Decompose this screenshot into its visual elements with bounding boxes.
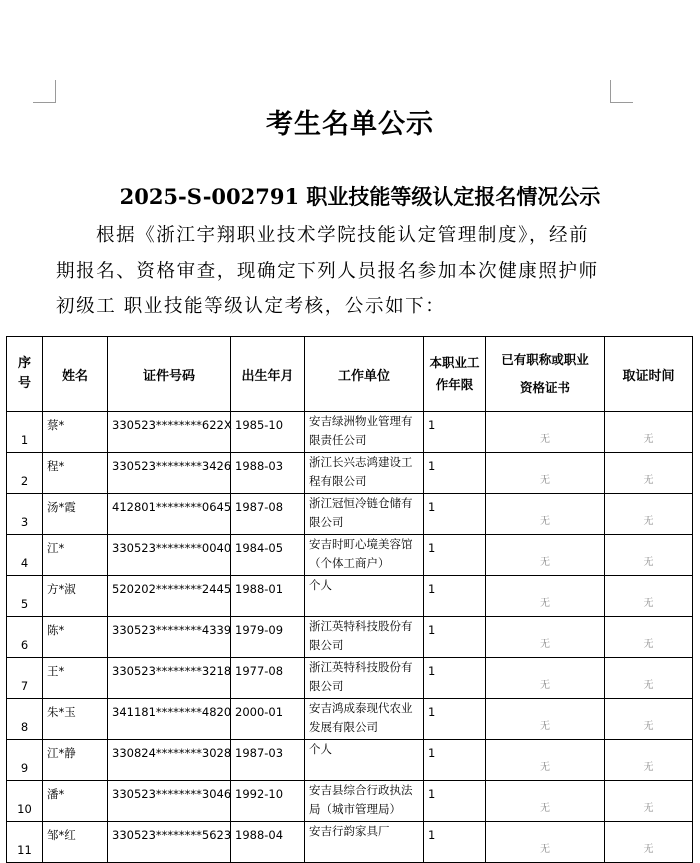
row-work-unit: 安吉鸿成泰现代农业发展有限公司 (305, 699, 424, 740)
row-work-unit: 浙江英特科技股份有限公司 (305, 658, 424, 699)
row-certificate: 无 (486, 494, 605, 535)
row-certificate: 无 (486, 781, 605, 822)
row-birth-date: 1977-08 (231, 658, 305, 699)
row-work-unit: 浙江英特科技股份有限公司 (305, 617, 424, 658)
row-id-number: 412801********0645 (108, 494, 231, 535)
paragraph-line-2: 期报名、资格审查，现确定下列人员报名参加本次健康照护师 (56, 260, 599, 282)
row-id-number: 330523********0040 (108, 535, 231, 576)
notice-paragraph (56, 218, 626, 325)
margin-corner-mark-left (33, 80, 56, 103)
table-row (7, 617, 693, 658)
row-index: 7 (7, 658, 43, 699)
row-name: 王* (43, 658, 108, 699)
row-work-years: 1 (424, 494, 486, 535)
row-work-years: 1 (424, 412, 486, 453)
row-work-years: 1 (424, 453, 486, 494)
row-index: 2 (7, 453, 43, 494)
row-cert-date: 无 (605, 453, 693, 494)
row-birth-date: 2000-01 (231, 699, 305, 740)
row-work-years: 1 (424, 576, 486, 617)
row-cert-date: 无 (605, 781, 693, 822)
table-row (7, 535, 693, 576)
header-unit: 工作单位 (305, 337, 424, 412)
row-work-years: 1 (424, 822, 486, 863)
row-certificate: 无 (486, 822, 605, 863)
row-work-unit: 个人 (305, 740, 424, 781)
row-id-number: 330824********3028 (108, 740, 231, 781)
row-cert-date: 无 (605, 617, 693, 658)
row-birth-date: 1985-10 (231, 412, 305, 453)
header-cert: 已有职称或职业资格证书 (486, 337, 605, 412)
row-id-number: 330523********3046 (108, 781, 231, 822)
row-work-unit: 安吉绿洲物业管理有限责任公司 (305, 412, 424, 453)
table-row (7, 699, 693, 740)
row-certificate: 无 (486, 535, 605, 576)
row-index: 10 (7, 781, 43, 822)
row-work-unit: 浙江长兴志鸿建设工程有限公司 (305, 453, 424, 494)
row-birth-date: 1988-01 (231, 576, 305, 617)
row-name: 程* (43, 453, 108, 494)
table-row (7, 453, 693, 494)
row-index: 4 (7, 535, 43, 576)
page-title: 考生名单公示 (266, 109, 434, 140)
row-work-years: 1 (424, 781, 486, 822)
table-row (7, 781, 693, 822)
row-work-years: 1 (424, 740, 486, 781)
row-cert-date: 无 (605, 658, 693, 699)
header-birth: 出生年月 (231, 337, 305, 412)
row-index: 8 (7, 699, 43, 740)
header-years: 本职业工作年限 (424, 337, 486, 412)
row-id-number: 341181********4820 (108, 699, 231, 740)
table-row (7, 740, 693, 781)
row-index: 5 (7, 576, 43, 617)
row-cert-date: 无 (605, 535, 693, 576)
row-id-number: 520202********2445 (108, 576, 231, 617)
row-index: 3 (7, 494, 43, 535)
row-work-years: 1 (424, 535, 486, 576)
row-certificate: 无 (486, 453, 605, 494)
candidate-table (6, 336, 693, 863)
row-name: 陈* (43, 617, 108, 658)
row-name: 邹*红 (43, 822, 108, 863)
table-row (7, 658, 693, 699)
table-row (7, 576, 693, 617)
row-index: 6 (7, 617, 43, 658)
row-index: 11 (7, 822, 43, 863)
row-cert-date: 无 (605, 699, 693, 740)
row-work-unit: 个人 (305, 576, 424, 617)
row-work-unit: 安吉行韵家具厂 (305, 822, 424, 863)
row-certificate: 无 (486, 658, 605, 699)
row-id-number: 330523********5623 (108, 822, 231, 863)
row-certificate: 无 (486, 412, 605, 453)
row-birth-date: 1988-03 (231, 453, 305, 494)
row-cert-date: 无 (605, 576, 693, 617)
row-work-years: 1 (424, 699, 486, 740)
row-name: 汤*霞 (43, 494, 108, 535)
paragraph-line-3: 初级工 职业技能等级认定考核，公示如下： (56, 296, 446, 317)
header-name: 姓名 (43, 337, 108, 412)
row-certificate: 无 (486, 699, 605, 740)
row-id-number: 330523********4339 (108, 617, 231, 658)
row-birth-date: 1987-08 (231, 494, 305, 535)
row-work-unit: 浙江冠恒冷链仓储有限公司 (305, 494, 424, 535)
row-index: 1 (7, 412, 43, 453)
row-name: 江*静 (43, 740, 108, 781)
row-certificate: 无 (486, 576, 605, 617)
paragraph-line-1: 根据《浙江宇翔职业技术学院技能认定管理制度》，经前 (96, 225, 590, 246)
header-date: 取证时间 (605, 337, 693, 412)
row-cert-date: 无 (605, 740, 693, 781)
header-id: 证件号码 (108, 337, 231, 412)
row-birth-date: 1988-04 (231, 822, 305, 863)
row-work-years: 1 (424, 658, 486, 699)
row-work-unit: 安吉县综合行政执法局（城市管理局） (305, 781, 424, 822)
row-name: 朱*玉 (43, 699, 108, 740)
row-birth-date: 1987-03 (231, 740, 305, 781)
row-id-number: 330523********3218 (108, 658, 231, 699)
row-name: 江* (43, 535, 108, 576)
row-work-unit: 安吉时町心境美容馆（个体工商户） (305, 535, 424, 576)
row-birth-date: 1984-05 (231, 535, 305, 576)
table-row (7, 412, 693, 453)
row-id-number: 330523********3426 (108, 453, 231, 494)
row-cert-date: 无 (605, 822, 693, 863)
row-name: 潘* (43, 781, 108, 822)
row-id-number: 330523********622X (108, 412, 231, 453)
row-certificate: 无 (486, 617, 605, 658)
row-name: 方*淑 (43, 576, 108, 617)
header-index: 序号 (7, 337, 43, 412)
table-header-row (7, 337, 693, 412)
row-birth-date: 1979-09 (231, 617, 305, 658)
margin-corner-mark-right (610, 80, 633, 103)
row-certificate: 无 (486, 740, 605, 781)
notice-subtitle: 2025-S-002791 职业技能等级认定报名情况公示 (119, 184, 601, 209)
row-cert-date: 无 (605, 494, 693, 535)
row-name: 蔡* (43, 412, 108, 453)
row-cert-date: 无 (605, 412, 693, 453)
row-birth-date: 1992-10 (231, 781, 305, 822)
row-index: 9 (7, 740, 43, 781)
table-row (7, 822, 693, 863)
table-row (7, 494, 693, 535)
row-work-years: 1 (424, 617, 486, 658)
